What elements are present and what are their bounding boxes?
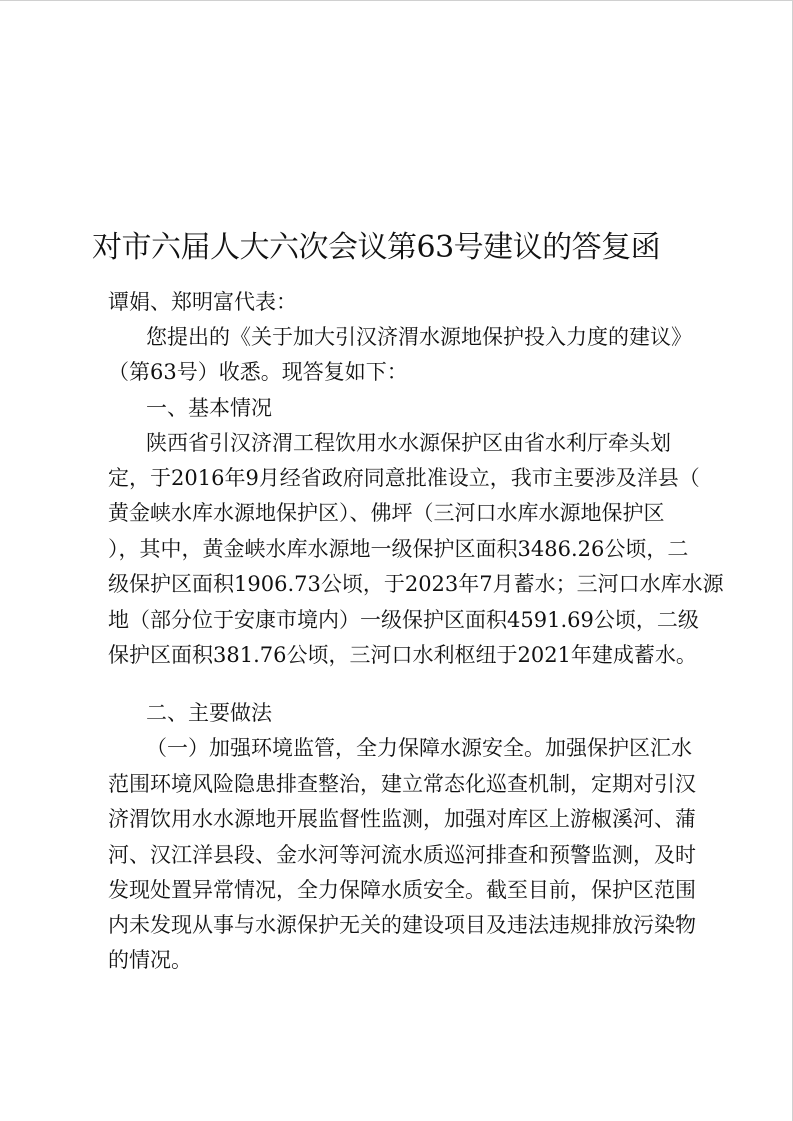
section-2-line: 范围环境风险隐患排查整治，建立常态化巡查机制，定期对引汉: [108, 772, 696, 796]
section-2-line: 河、汉江洋县段、金水河等河流水质巡河排查和预警监测，及时: [108, 843, 696, 867]
section-1-line: ），其中，黄金峡水库水源地一级保护区面积3486.26公顷，二: [108, 537, 689, 561]
section-2-line: 发现处置异常情况，全力保障水质安全。截至目前，保护区范围: [108, 878, 696, 902]
section-1-line: 级保护区面积1906.73公顷，于2023年7月蓄水；三河口水库水源: [108, 572, 724, 596]
section-2-line: 济渭饮用水水源地开展监督性监测，加强对库区上游椒溪河、蒲: [108, 807, 696, 831]
section-1-heading: 一、基本情况: [146, 396, 272, 420]
section-1-line: 保护区面积381.76公顷，三河口水利枢纽于2021年建成蓄水。: [108, 643, 697, 667]
section-1-line: 地（部分位于安康市境内）一级保护区面积4591.69公顷，二级: [108, 608, 699, 632]
document-title: 对市六届人大六次会议第63号建议的答复函: [92, 230, 661, 265]
intro-line-2: （第63号）收悉。现答复如下：: [108, 360, 408, 384]
salutation: 谭娟、郑明富代表：: [108, 290, 297, 314]
intro-line-1: 您提出的《关于加大引汉济渭水源地保护投入力度的建议》: [146, 325, 692, 349]
page-border-top: [0, 0, 793, 1]
section-2-heading: 二、主要做法: [146, 701, 272, 725]
section-2-line: （一）加强环境监管，全力保障水源安全。加强保护区汇水: [146, 736, 692, 760]
section-1-line: 陕西省引汉济渭工程饮用水水源保护区由省水利厅牵头划: [146, 431, 671, 455]
section-1-line: 黄金峡水库水源地保护区）、佛坪（三河口水库水源地保护区: [108, 501, 665, 525]
section-1-line: 定，于2016年9月经省政府同意批准设立，我市主要涉及洋县（: [108, 466, 700, 490]
section-2-line: 内未发现从事与水源保护无关的建设项目及违法违规排放污染物: [108, 913, 696, 937]
section-2-line: 的情况。: [108, 948, 192, 972]
